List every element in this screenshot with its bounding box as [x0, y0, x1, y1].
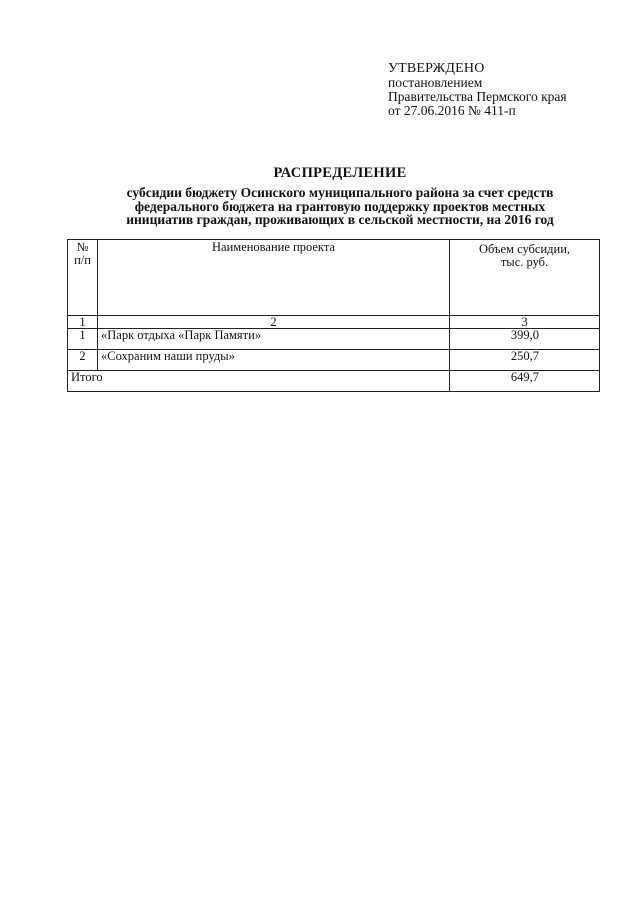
approval-line-government: Правительства Пермского края: [388, 89, 567, 104]
total-row: [68, 371, 600, 392]
row-amount: 399,0: [450, 329, 600, 350]
approval-heading: УТВЕРЖДЕНО: [388, 61, 485, 76]
header-subsidy-amount: [450, 240, 600, 316]
document-title: РАСПРЕДЕЛЕНИЕ: [273, 165, 407, 181]
header-number-abbr: п/п: [74, 253, 91, 267]
table-row: [68, 350, 600, 371]
subtitle-line-1: субсидии бюджету Осинского муниципального района за счет средств: [126, 185, 554, 200]
column-number-2: 2: [98, 316, 450, 329]
table-header-row: [68, 240, 600, 316]
distribution-table: [67, 239, 600, 392]
column-number-1: 1: [68, 316, 98, 329]
total-label: Итого: [68, 371, 450, 392]
row-project-name: «Сохраним наши пруды»: [98, 350, 450, 371]
header-amount-line-1: Объем субсидии,: [478, 242, 571, 256]
header-project-name: Наименование проекта: [98, 240, 450, 316]
table-row: [68, 329, 600, 350]
header-number-sign: №: [76, 240, 89, 254]
subtitle-line-3: инициатив граждан, проживающих в сельской местности, на 2016 год: [126, 212, 554, 227]
header-number: [68, 240, 98, 316]
approval-line-resolution: постановлением: [388, 75, 483, 90]
document-subtitle: [60, 186, 620, 227]
column-number-row: [68, 316, 600, 329]
row-number: 1: [68, 329, 98, 350]
approval-stamp: [388, 62, 628, 118]
row-number: 2: [68, 350, 98, 371]
approval-line-date: от 27.06.2016 № 411-п: [388, 103, 516, 118]
subtitle-line-2: федерального бюджета на грантовую поддержку проектов местных: [134, 198, 546, 214]
column-number-3: 3: [450, 316, 600, 329]
row-amount: 250,7: [450, 350, 600, 371]
total-amount: 649,7: [450, 371, 600, 392]
row-project-name: «Парк отдыха «Парк Памяти»: [98, 329, 450, 350]
header-amount-line-2: тыс. руб.: [500, 255, 549, 269]
